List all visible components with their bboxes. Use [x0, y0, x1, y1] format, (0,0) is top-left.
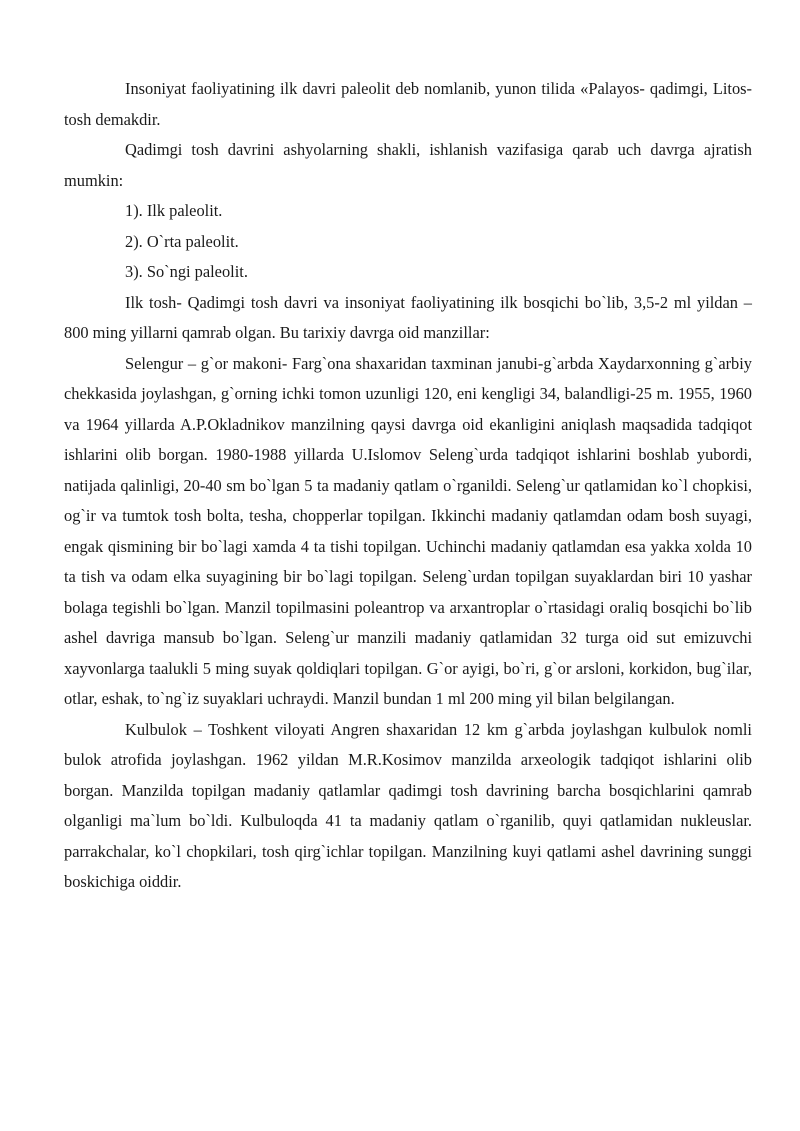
paragraph-intro: Insoniyat faoliyatining ilk davri paleolit deb nomlanib, yunon tilida «Palayos- qadimgi, Litos- tosh demakdir. — [64, 79, 752, 129]
paragraph-early-stone: Ilk tosh- Qadimgi tosh davri va insoniyat faoliyatining ilk bosqichi bo`lib, 3,5-2 ml yildan – 800 ming yillarni qamrab olgan. Bu tarixiy davrga oid manzillar: — [64, 292, 752, 342]
paragraph-division: Qadimgi tosh davrini ashyolarning shakli, ishlanish vazifasiga qarab uch davrga ajratish mumkin: — [64, 140, 752, 190]
list-item-late-paleolithic: 3). So`ngi paleolit. — [125, 262, 248, 281]
paragraph-selengur: Selengur – g`or makoni- Farg`ona shaxaridan taxminan janubi-g`arbda Xaydarxonning g`arbiy chekkasida joylashgan, g`orning ichki tomon uzunligi 120, eni kengligi 34, balandligi-25 m. 1955, 1960 va 1964 yillarda A.P.Okladnikov manzilning qaysi davrga oid ekanligini aniqlash maqsadida tadqiqot ishlarini olib borgan. 1980-1988 yillarda U.Islomov Seleng`urda tadqiqot ishlarini boshlab yubordi, natijada qalinligi, 20-40 sm bo`lgan 5 ta madaniy qatlam o`rganildi. Seleng`ur qatlamidan ko`l chopkisi, og`ir va tumtok tosh bolta, tesha, chopperlar topilgan. Ikkinchi madaniy qatlamdan odam bosh suyagi, engak qismining bir bo`lagi xamda 4 ta tishi topilgan. Uchinchi madaniy qatlamdan esa yakka xolda 10 ta tish va odam elka suyagining bir bo`lagi topilgan. Seleng`urdan topilgan suyaklardan biri 10 yashar bolaga tegishli bo`lgan. Manzil topilmasini poleantrop va arxantroplar o`rtasidagi oraliq bosqichi bo`lib ashel davriga mansub bo`lgan. Seleng`ur manzili madaniy qatlamidan 32 turga oid sut emizuvchi xayvonlarga taalukli 5 ming suyak qoldiqlari topilgan. G`or ayigi, bo`ri, g`or arsloni, korkidon, bug`ilar, otlar, eshak, to`ng`iz suyaklari uchraydi. Manzil bundan 1 ml 200 ming yil bilan belgilangan. — [64, 353, 752, 708]
list-item-early-paleolithic: 1). Ilk paleolit. — [125, 201, 223, 220]
list-item-middle-paleolithic: 2). O`rta paleolit. — [125, 231, 239, 251]
paragraph-kulbulok: Kulbulok – Toshkent viloyati Angren shaxaridan 12 km g`arbda joylashgan kulbulok nomli bulok atrofida joylashgan. 1962 yildan M.R.Kosimov manzilda arxeologik tadqiqot ishlarini olib borgan. Manzilda topilgan madaniy qatlamlar qadimgi tosh davrining barcha bosqichlarini qamrab olganligi ma`lum bo`ldi. Kulbuloqda 41 ta madaniy qatlam o`rganilib, quyi qatlamidan nukleuslar. parrakchalar, ko`l chopkilari, tosh qirg`ichlar topilgan. Manzilning kuyi qatlami ashel davrining sunggi boskichiga oiddir. — [64, 719, 752, 891]
document-body — [64, 74, 752, 898]
